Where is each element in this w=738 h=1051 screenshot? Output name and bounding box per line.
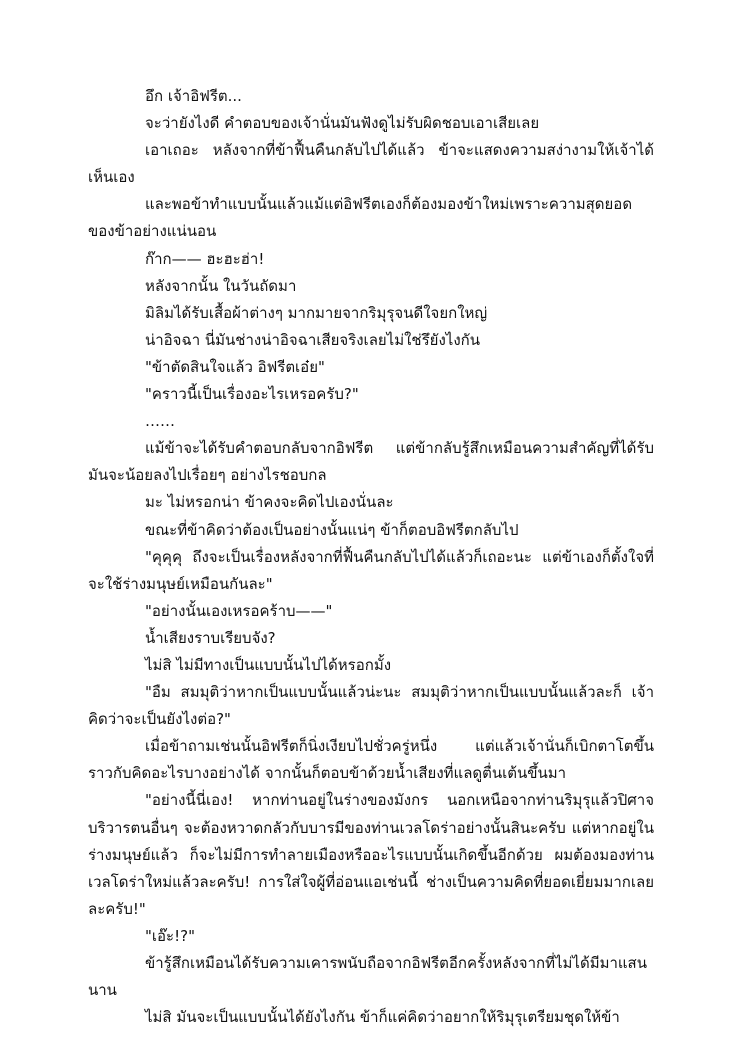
paragraph: ไม่สิ มันจะเป็นแบบนั้นได้ยังไงกัน ข้าก็แค่คิดว่าอยากให้ริมุรุเตรียมชุดให้ข้า	[145, 1008, 620, 1027]
paragraph: เอาเถอะ หลังจากที่ข้าฟื้นคืนกลับไปได้แล้ว ข้าจะแสดงความสง่างามให้เจ้าได้เห็นเอง	[88, 141, 654, 187]
paragraph: มิลิมได้รับเสื้อผ้าต่างๆ มากมายจากริมุรุจนดีใจยกใหญ่	[145, 303, 488, 322]
paragraph: น้ำเสียงราบเรียบจัง?	[145, 628, 276, 647]
paragraph: "อืม สมมุติว่าหากเป็นแบบนั้นแล้วน่ะนะ สมมุติว่าหากเป็นแบบนั้นแล้วละก็ เจ้าคิดว่าจะเป็นยังไงต่อ?"	[88, 683, 654, 729]
paragraph: "อย่างนั้นเองเหรอคร้าบ——"	[145, 601, 333, 620]
paragraph: เมื่อข้าถามเช่นนั้นอิฟรีตก็นิ่งเงียบไปชั่วครู่หนึ่ง แต่แล้วเจ้านั่นก็เบิกตาโตขึ้นราวกับคิดอะไรบางอย่างได้ จากนั้นก็ตอบข้าด้วยน้ำเสียงที่แลดูตื่นเต้นขึ้นมา	[88, 737, 654, 783]
paragraph: "คุคุคุ ถึงจะเป็นเรื่องหลังจากที่ฟื้นคืนกลับไปได้แล้วก็เถอะนะ แต่ข้าเองก็ตั้งใจที่จะใช้ร่างมนุษย์เหมือนกันละ"	[88, 547, 654, 593]
paragraph: ขณะที่ข้าคิดว่าต้องเป็นอย่างนั้นแน่ๆ ข้าก็ตอบอิฟรีตกลับไป	[145, 520, 519, 539]
paragraph: ข้ารู้สึกเหมือนได้รับความเคารพนับถือจากอิฟรีตอีกครั้งหลังจากที่ไม่ได้มีมาแสนนาน	[88, 954, 647, 1000]
body-text	[88, 83, 654, 1031]
paragraph: ……	[145, 412, 175, 431]
paragraph: แม้ข้าจะได้รับคำตอบกลับจากอิฟรีต แต่ข้ากลับรู้สึกเหมือนความสำคัญที่ได้รับมันจะน้อยลงไปเรื่อยๆ อย่างไรชอบกล	[88, 439, 654, 485]
paragraph: ก๊าก—— ฮะฮะฮ่า!	[145, 249, 265, 268]
paragraph: มะ ไม่หรอกน่า ข้าคงจะคิดไปเองนั่นละ	[145, 493, 394, 512]
paragraph: อึก เจ้าอิฟรีต...	[145, 87, 242, 105]
paragraph: "อย่างนี้นี่เอง! หากท่านอยู่ในร่างของมังกร นอกเหนือจากท่านริมุรุแล้วปิศาจบริวารตนอื่นๆ จะต้องหวาดกลัวกับบารมีของท่านเวลโดร่าอย่างนั้นสินะครับ แต่หากอยู่ในร่างมนุษย์แล้ว ก็จะไม่มีการทำลายเมืองหรืออะไรแบบนั้นเกิดขึ้นอีกด้วย ผมต้องมองท่านเวลโดร่าใหม่แล้วละครับ! การใส่ใจผู้ที่อ่อนแอเช่นนี้ ช่างเป็นความคิดที่ยอดเยี่ยมมากเลยละครับ!"	[88, 791, 654, 918]
paragraph: ไม่สิ ไม่มีทางเป็นแบบนั้นไปได้หรอกมั้ง	[145, 655, 392, 674]
paragraph: หลังจากนั้น ในวันถัดมา	[145, 276, 297, 295]
paragraph: และพอข้าทำแบบนั้นแล้วแม้แต่อิฟรีตเองก็ต้องมองข้าใหม่เพราะความสุดยอดของข้าอย่างแน่นอน	[88, 195, 633, 241]
paragraph: น่าอิจฉา นี่มันช่างน่าอิจฉาเสียจริงเลยไม่ใช่รึยังไงกัน	[145, 330, 480, 349]
paragraph: จะว่ายังไงดี คำตอบของเจ้านั่นมันฟังดูไม่รับผิดชอบเอาเสียเลย	[145, 114, 540, 133]
paragraph: "ข้าตัดสินใจแล้ว อิฟรีตเอ๋ย"	[145, 357, 325, 376]
paragraph: "เอ๊ะ!?"	[145, 926, 195, 945]
paragraph: "คราวนี้เป็นเรื่องอะไรเหรอครับ?"	[145, 385, 359, 404]
